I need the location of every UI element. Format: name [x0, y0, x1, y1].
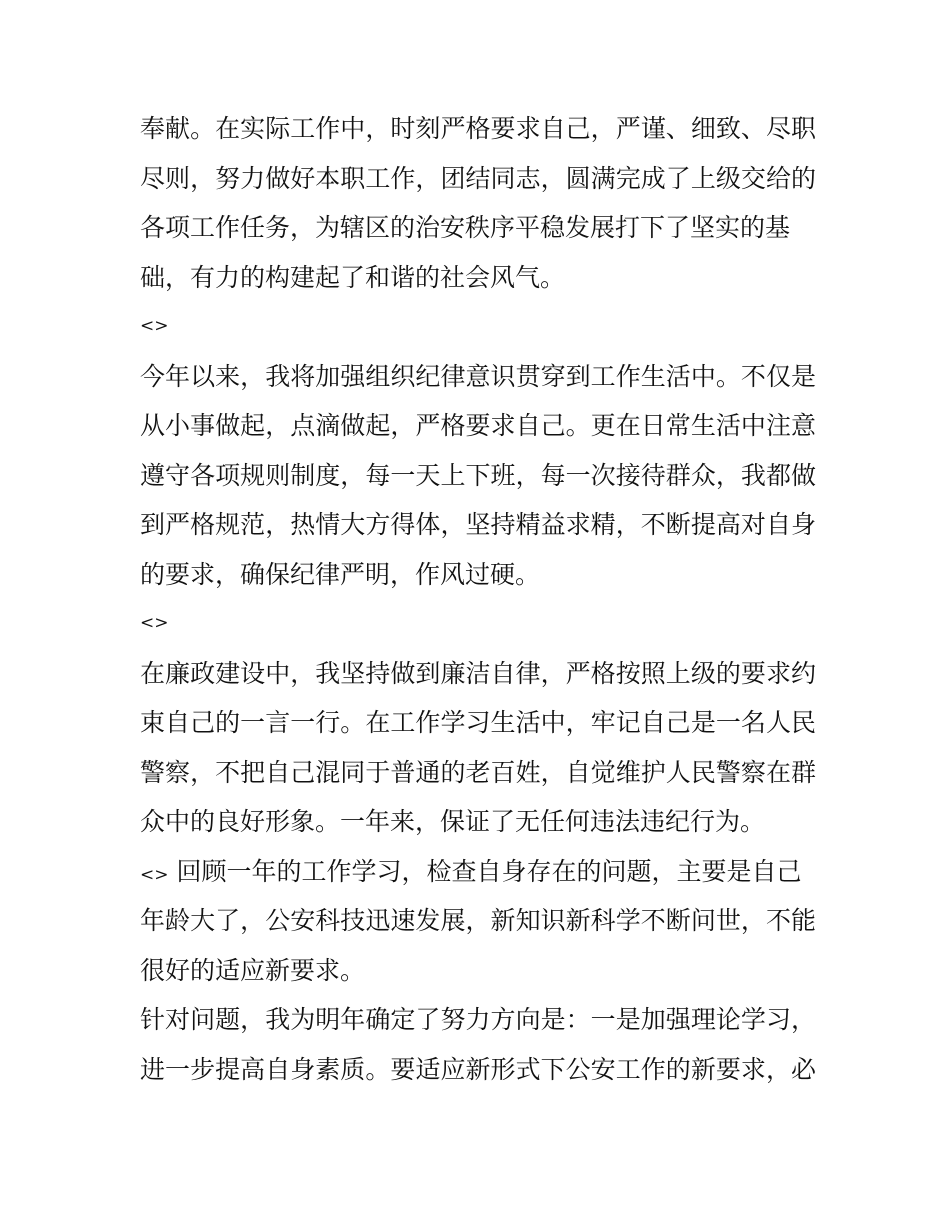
text-line: 的要求，确保纪律严明，作风过硬。	[140, 559, 541, 589]
text-line: 奉献。在实际工作中，时刻严格要求自己，严谨、细致、尽职	[140, 114, 816, 143]
text-line: 年龄大了，公安科技迅速发展，新知识新科学不断问世，不能	[140, 906, 816, 935]
text-line: 遵守各项规则制度，每一天上下班，每一次接待群众，我都做	[140, 460, 816, 490]
text-line: 础，有力的构建起了和谐的社会风气。	[140, 262, 566, 292]
paragraph-separator: <>	[140, 864, 169, 885]
text-line	[140, 847, 816, 897]
text-line: 束自己的一言一行。在工作学习生活中，牢记自己是一名人民	[140, 708, 816, 737]
paragraph-separator: <>	[140, 613, 169, 633]
text-line: 针对问题，我为明年确定了努力方向是：一是加强理论学习，	[140, 1005, 816, 1034]
text-line: 众中的良好形象。一年来，保证了无任何违法违纪行为。	[140, 807, 766, 836]
document-body	[140, 104, 816, 1094]
text-line: 从小事做起，点滴做起，严格要求自己。更在日常生活中注意	[140, 411, 816, 440]
text-line: 很好的适应新要求。	[140, 955, 366, 985]
text-line: 各项工作任务，为辖区的治安秩序平稳发展打下了坚实的基	[140, 213, 791, 242]
text-line: 警察，不把自己混同于普通的老百姓，自觉维护人民警察在群	[140, 757, 816, 787]
paragraph-separator: <>	[140, 316, 169, 336]
text-line: 尽则，努力做好本职工作，团结同志，圆满完成了上级交给的	[140, 163, 816, 193]
text-line: 在廉政建设中，我坚持做到廉洁自律，严格按照上级的要求约	[140, 658, 816, 688]
text-line-content: 回顾一年的工作学习，检查自身存在的问题，主要是自己	[176, 856, 802, 886]
text-line: 到严格规范，热情大方得体，坚持精益求精，不断提高对自身	[140, 510, 816, 539]
text-line: 今年以来，我将加强组织纪律意识贯穿到工作生活中。不仅是	[140, 361, 816, 391]
text-line: 进一步提高自身素质。要适应新形式下公安工作的新要求，必	[140, 1054, 816, 1084]
